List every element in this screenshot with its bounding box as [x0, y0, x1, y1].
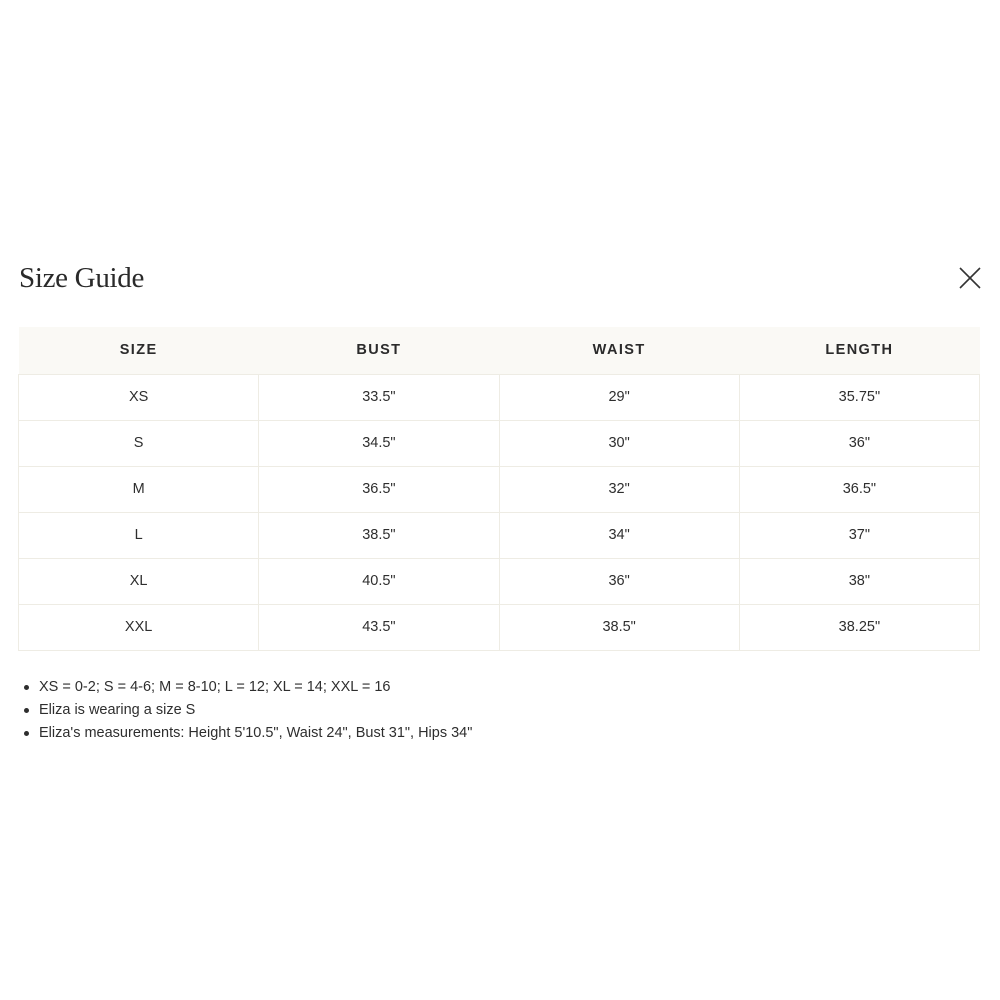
table-row: [19, 374, 980, 420]
modal-title: Size Guide: [19, 262, 145, 294]
cell-length: 37": [739, 512, 979, 558]
note-text: Eliza's measurements: Height 5'10.5", Waist 24", Bust 31", Hips 34": [39, 725, 473, 741]
list-item: [22, 676, 472, 699]
cell-waist: 32": [499, 466, 739, 512]
cell-waist: 29": [499, 374, 739, 420]
cell-length: 36.5": [739, 466, 979, 512]
cell-waist: 30": [499, 420, 739, 466]
cell-waist: 34": [499, 512, 739, 558]
cell-bust: 40.5": [259, 558, 499, 604]
list-item: [22, 699, 472, 722]
note-text: XS = 0-2; S = 4-6; M = 8-10; L = 12; XL = 14; XXL = 16: [39, 679, 391, 695]
close-button[interactable]: [956, 264, 984, 292]
cell-waist: 36": [499, 558, 739, 604]
cell-size: L: [19, 512, 259, 558]
table-row: [19, 604, 980, 650]
header-length: LENGTH: [739, 327, 979, 374]
cell-length: 35.75": [739, 374, 979, 420]
cell-size: XS: [19, 374, 259, 420]
cell-bust: 36.5": [259, 466, 499, 512]
header-waist: WAIST: [499, 327, 739, 374]
cell-length: 38.25": [739, 604, 979, 650]
cell-size: S: [19, 420, 259, 466]
cell-bust: 43.5": [259, 604, 499, 650]
note-text: Eliza is wearing a size S: [39, 702, 196, 718]
table-row: [19, 420, 980, 466]
size-notes-list: [22, 676, 472, 745]
cell-size: M: [19, 466, 259, 512]
cell-bust: 33.5": [259, 374, 499, 420]
cell-length: 38": [739, 558, 979, 604]
header-bust: BUST: [259, 327, 499, 374]
cell-bust: 34.5": [259, 420, 499, 466]
bullet-icon: [24, 685, 29, 690]
bullet-icon: [24, 731, 29, 736]
close-icon: [956, 264, 984, 292]
list-item: [22, 722, 472, 745]
cell-size: XXL: [19, 604, 259, 650]
size-table: [18, 327, 980, 651]
table-row: [19, 466, 980, 512]
cell-length: 36": [739, 420, 979, 466]
header-size: SIZE: [19, 327, 259, 374]
table-header-row: [19, 327, 980, 374]
table-row: [19, 512, 980, 558]
cell-waist: 38.5": [499, 604, 739, 650]
table-row: [19, 558, 980, 604]
cell-size: XL: [19, 558, 259, 604]
bullet-icon: [24, 708, 29, 713]
cell-bust: 38.5": [259, 512, 499, 558]
